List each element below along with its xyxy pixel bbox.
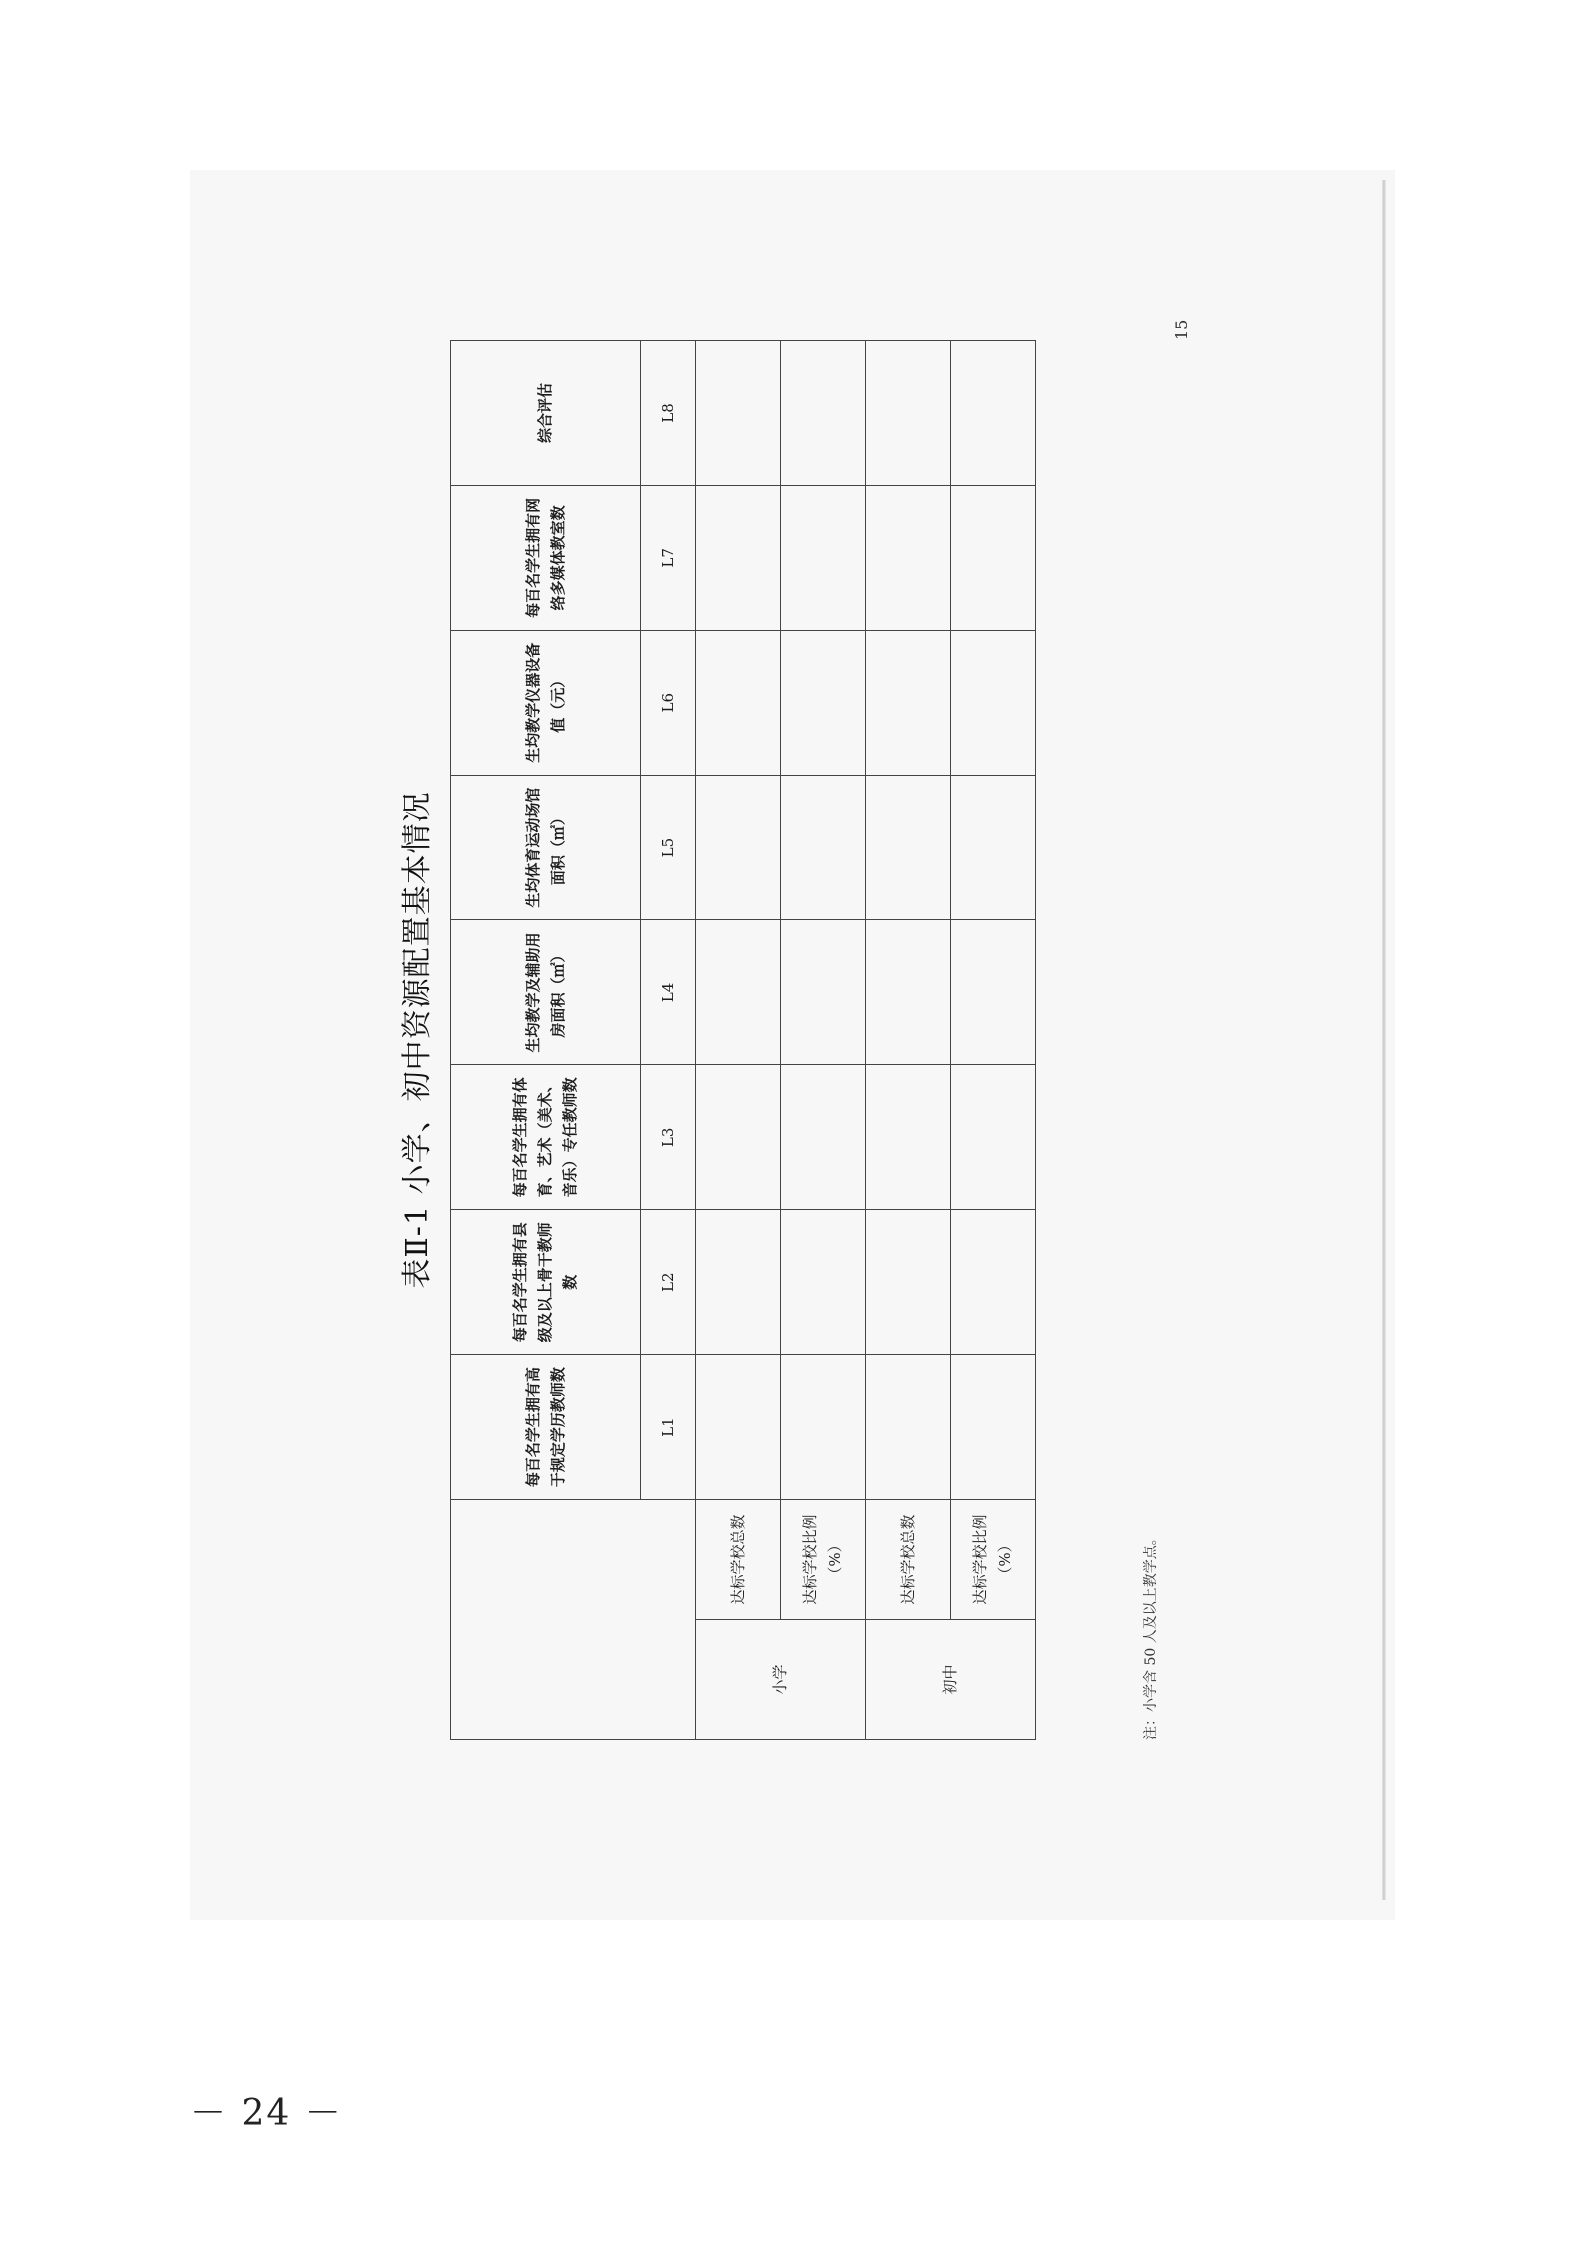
- table-cell[interactable]: [696, 485, 781, 630]
- table-row: [866, 341, 951, 1740]
- row-label: 达标学校总数: [866, 1500, 951, 1620]
- table-cell[interactable]: [866, 1065, 951, 1210]
- table-row: [781, 341, 866, 1740]
- table-cell[interactable]: [866, 920, 951, 1065]
- table-cell[interactable]: [951, 485, 1036, 630]
- scan-edge-shadow: [1382, 180, 1386, 1900]
- col-header-l2: 每百名学生拥有县级及以上骨干教师数: [451, 1210, 641, 1355]
- table-cell[interactable]: [951, 630, 1036, 775]
- header-row: [451, 341, 641, 1740]
- table-row: [951, 341, 1036, 1740]
- table-cell[interactable]: [866, 630, 951, 775]
- table-cell[interactable]: [696, 920, 781, 1065]
- table-cell[interactable]: [781, 485, 866, 630]
- col-code-l8: L8: [641, 341, 696, 486]
- col-header-l6: 生均教学仪器设备值（元）: [451, 630, 641, 775]
- col-header-l5: 生均体育运动场馆面积（㎡）: [451, 775, 641, 920]
- col-code-l1: L1: [641, 1355, 696, 1500]
- table-row: [696, 341, 781, 1740]
- col-code-l6: L6: [641, 630, 696, 775]
- col-code-l2: L2: [641, 1210, 696, 1355]
- col-header-l8: 综合评估: [451, 341, 641, 486]
- corner-cell: [451, 1500, 696, 1740]
- table-cell[interactable]: [781, 341, 866, 486]
- rotated-document: [380, 319, 1191, 1740]
- col-header-l4: 生均教学及辅助用房面积（㎡）: [451, 920, 641, 1065]
- table-cell[interactable]: [951, 1065, 1036, 1210]
- table-cell[interactable]: [781, 1065, 866, 1210]
- table-title: 表Ⅱ-1 小学、初中资源配置基本情况: [400, 791, 435, 1289]
- table-cell[interactable]: [781, 1210, 866, 1355]
- table-cell[interactable]: [781, 1355, 866, 1500]
- table-cell[interactable]: [951, 341, 1036, 486]
- table-cell[interactable]: [781, 630, 866, 775]
- table-cell[interactable]: [866, 775, 951, 920]
- table-cell[interactable]: [866, 1210, 951, 1355]
- col-code-l7: L7: [641, 485, 696, 630]
- table-note: 注：小学含 50 人及以上教学点。: [1143, 1531, 1159, 1740]
- table-cell[interactable]: [696, 341, 781, 486]
- table-cell[interactable]: [951, 1210, 1036, 1355]
- row-label: 达标学校总数: [696, 1500, 781, 1620]
- table-cell[interactable]: [781, 775, 866, 920]
- table-cell[interactable]: [951, 1355, 1036, 1500]
- scan-page-number: 15: [1172, 319, 1191, 340]
- group-label-junior: 初中: [866, 1620, 1036, 1740]
- table-cell[interactable]: [696, 775, 781, 920]
- table-cell[interactable]: [696, 1355, 781, 1500]
- col-code-l4: L4: [641, 920, 696, 1065]
- col-code-l5: L5: [641, 775, 696, 920]
- group-label-primary: 小学: [696, 1620, 866, 1740]
- table-cell[interactable]: [866, 341, 951, 486]
- table-cell[interactable]: [951, 775, 1036, 920]
- table-cell[interactable]: [696, 1210, 781, 1355]
- row-label: 达标学校比例（%）: [781, 1500, 866, 1620]
- table-cell[interactable]: [866, 485, 951, 630]
- table-cell[interactable]: [696, 630, 781, 775]
- col-header-l3: 每百名学生拥有体育、艺术（美术、音乐）专任教师数: [451, 1065, 641, 1210]
- col-header-l1: 每百名学生拥有高于规定学历教师数: [451, 1355, 641, 1500]
- table-cell[interactable]: [866, 1355, 951, 1500]
- col-header-l7: 每百名学生拥有网络多媒体教室数: [451, 485, 641, 630]
- resource-allocation-table: [450, 340, 1036, 1740]
- row-label: 达标学校比例（%）: [951, 1500, 1036, 1620]
- table-cell[interactable]: [781, 920, 866, 1065]
- page-footer-number: － 24 －: [190, 2093, 343, 2134]
- table-cell[interactable]: [951, 920, 1036, 1065]
- col-code-l3: L3: [641, 1065, 696, 1210]
- table-cell[interactable]: [696, 1065, 781, 1210]
